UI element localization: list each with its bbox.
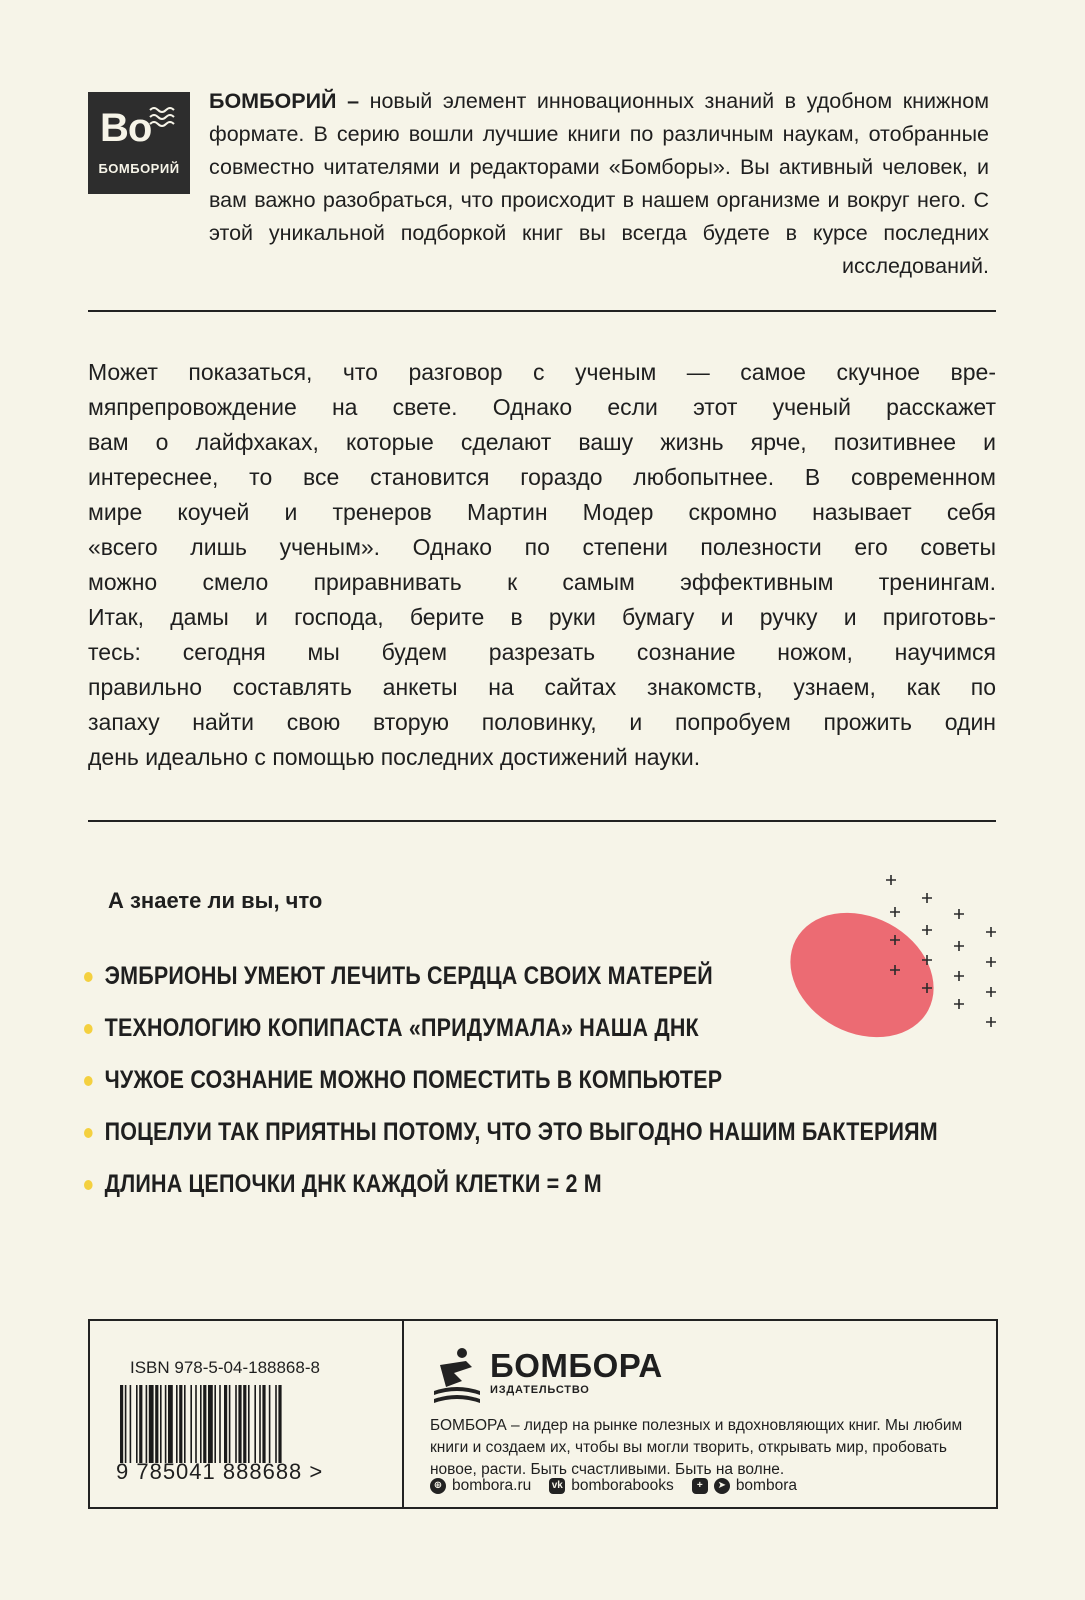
facts-title: А знаете ли вы, что [108, 888, 323, 913]
barcode-bar [160, 1385, 162, 1463]
annotation-line: запаху найти свою вторую половинку, и попробуем прожить один [88, 709, 996, 735]
social-vk[interactable] [549, 1477, 674, 1495]
annotation-line: день идеально с помощью последних достижений науки. [88, 744, 701, 770]
barcode-bar [136, 1385, 138, 1463]
barcode-bar [238, 1385, 241, 1463]
barcode-bar [224, 1385, 227, 1463]
barcode-bar [146, 1385, 148, 1463]
annotation-line: мяпрепровождение на свете. Однако если этот ученый расскажет [88, 394, 996, 420]
annotation-line: Может показаться, что разговор с ученым — самое скучное вре- [88, 359, 996, 385]
fact-text: ЧУЖОЕ СОЗНАНИЕ МОЖНО ПОМЕСТИТЬ В КОМПЬЮТЕР [104, 1066, 723, 1094]
barcode-bar [278, 1385, 281, 1463]
barcode-bar [214, 1385, 216, 1463]
annotation-line: можно смело приравнивать к самым эффективным тренингам. [88, 569, 996, 595]
facts-list [84, 950, 1077, 1210]
vk-icon: vk [549, 1478, 565, 1494]
fact-item [84, 1054, 938, 1106]
publisher-name: БОМБОРА [490, 1347, 663, 1384]
plus-icon: + [692, 1478, 708, 1494]
bullet-dot [84, 972, 93, 982]
barcode-bar [155, 1385, 158, 1463]
fact-text: ТЕХНОЛОГИЮ КОПИПАСТА «ПРИДУМАЛА» НАША ДНК [104, 1014, 699, 1042]
social-vk-text: bomborabooks [571, 1477, 674, 1494]
fact-text: ПОЦЕЛУИ ТАК ПРИЯТНЫ ПОТОМУ, ЧТО ЭТО ВЫГОДНО НАШИМ БАКТЕРИЯМ [104, 1118, 938, 1146]
barcode-bar [229, 1385, 231, 1463]
fact-item [84, 950, 938, 1002]
bullet-dot [84, 1076, 93, 1086]
surfer-logo-icon [432, 1347, 482, 1403]
fact-item [84, 1158, 938, 1210]
bullet-dot [84, 1180, 93, 1190]
globe-icon: ⊕ [430, 1478, 446, 1494]
series-logo-mark: Bo [100, 106, 152, 150]
social-website[interactable] [430, 1477, 531, 1495]
annotation-line: Итак, дамы и господа, берите в руки бумагу и ручку и приготовь- [88, 604, 996, 630]
barcode-bar [176, 1385, 178, 1463]
barcode-bar [200, 1385, 202, 1463]
annotation-line: правильно составлять анкеты на сайтах знакомств, узнаем, как по [88, 674, 996, 700]
fact-item [84, 1002, 938, 1054]
barcode-bar [179, 1385, 182, 1463]
fact-text: ЭМБРИОНЫ УМЕЮТ ЛЕЧИТЬ СЕРДЦА СВОИХ МАТЕРЕЙ [104, 962, 713, 990]
barcode-bar [165, 1385, 167, 1463]
divider-middle [88, 820, 996, 822]
bullet-dot [84, 1128, 93, 1138]
barcode-bar [275, 1385, 277, 1463]
isbn-label: ISBN 978-5-04-188868-8 [130, 1358, 320, 1377]
barcode-bar [184, 1385, 186, 1463]
book-annotation [88, 355, 996, 775]
fact-text: ДЛИНА ЦЕПОЧКИ ДНК КАЖДОЙ КЛЕТКИ = 2 М [104, 1170, 602, 1198]
annotation-line: «всего лишь ученым». Однако по степени полезности его советы [88, 534, 996, 560]
barcode-bar [195, 1385, 197, 1463]
imprint-divider [402, 1321, 404, 1507]
social-links [430, 1477, 797, 1495]
barcode [118, 1385, 380, 1463]
barcode-bar [262, 1385, 265, 1463]
barcode-bar [208, 1385, 213, 1463]
publisher-subtitle: ИЗДАТЕЛЬСТВО [490, 1384, 590, 1396]
bullet-dot [84, 1024, 93, 1034]
series-logo [88, 92, 190, 194]
annotation-line: интереснее, то все становится гораздо любопытнее. В современном [88, 464, 996, 490]
fact-item [84, 1106, 938, 1158]
series-brand-name: БОМБОРИЙ – [209, 89, 360, 113]
publisher-description: БОМБОРА – лидер на рынке полезных и вдохновляющих книг. Мы любим книги и создаем их, чтобы вы могли творить, открывать мир, пробовать новое, расти. Быть счастливыми. Быть на волне. [430, 1417, 963, 1478]
barcode-bar [120, 1385, 123, 1463]
barcode-bar [259, 1385, 261, 1463]
barcode-bar [130, 1385, 132, 1463]
social-messengers-text: bombora [735, 1477, 797, 1494]
barcode-bar [219, 1385, 221, 1463]
series-intro-text: новый элемент инновационных знаний в удобном книжном формате. В серию вошли лучшие книги по различным наукам, отобранные совместно читателями и редакторами «Бомборы». Вы активный человек, и вам важно разобраться, что происходит в нашем организме и вокруг него. С этой уникальной подборкой книг вы всегда будете в курсе последних исследований. [209, 89, 989, 278]
social-messengers[interactable] [692, 1477, 797, 1495]
telegram-icon: ➤ [714, 1478, 730, 1494]
annotation-line: тесь: сегодня мы будем разрезать сознание ножом, научимся [88, 639, 996, 665]
social-website-text: bombora.ru [452, 1477, 532, 1494]
series-intro [209, 85, 989, 283]
barcode-digits: 9 785041 888688 > [116, 1459, 324, 1484]
annotation-line: мире коучей и тренеров Мартин Модер скромно называет себя [88, 499, 996, 525]
barcode-bar [168, 1385, 173, 1463]
barcode-bar [269, 1385, 271, 1463]
barcode-bar [139, 1385, 142, 1463]
barcode-bar [243, 1385, 246, 1463]
annotation-line: вам о лайфхаках, которые сделают вашу жизнь ярче, позитивнее и [88, 429, 996, 455]
barcode-bar [248, 1385, 250, 1463]
barcode-bar [125, 1385, 127, 1463]
barcode-bar [254, 1385, 256, 1463]
barcode-bar [149, 1385, 154, 1463]
barcode-bar [203, 1385, 206, 1463]
waves-icon [148, 104, 180, 134]
imprint-box [88, 1319, 998, 1509]
barcode-bar [235, 1385, 237, 1463]
barcode-bar [190, 1385, 192, 1463]
divider-top [88, 310, 996, 312]
series-logo-name: БОМБОРИЙ [98, 161, 180, 176]
